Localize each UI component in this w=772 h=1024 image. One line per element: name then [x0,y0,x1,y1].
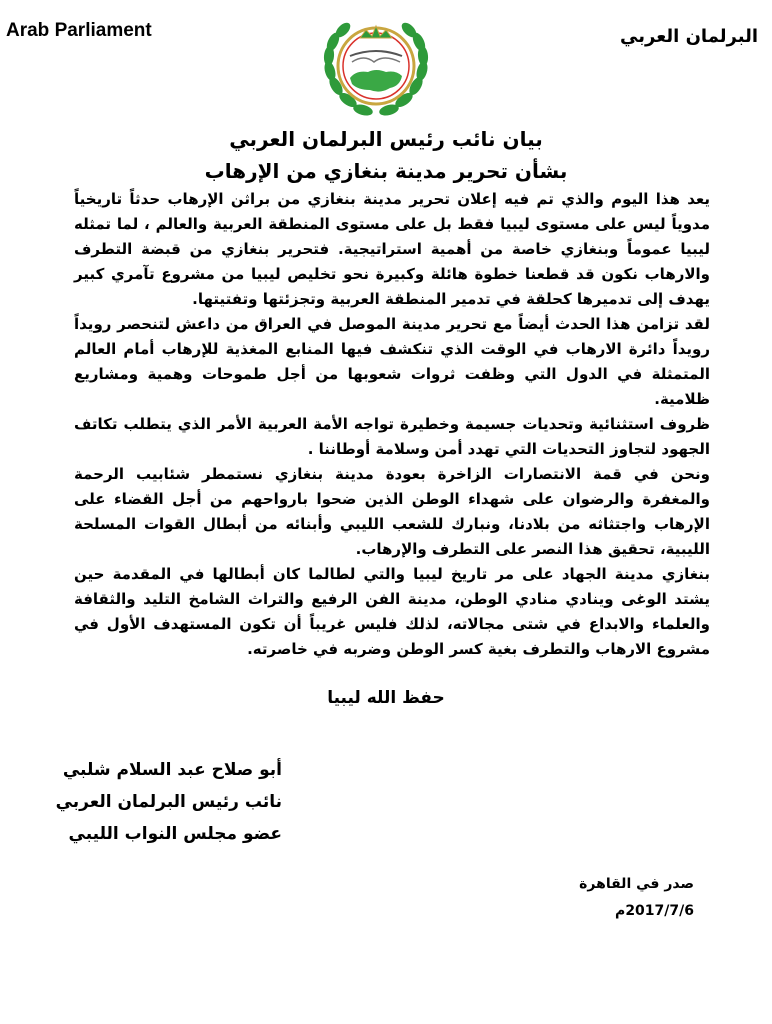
issued-date: 2017/7/6م [615,903,694,919]
closing-line: حفظ الله ليبيا [327,688,445,708]
emblem-graphic [316,16,436,122]
signatory-title: نائب رئيس البرلمان العربي [55,792,282,812]
body-paragraph: يعد هذا اليوم والذي تم فيه إعلان تحرير مدينة بنغازي من براثن الإرهاب حدثاً تاريخياً مدوياً ليس على مستوى ليبيا فقط بل على مستوى المنطقة العربية والعالم ، لما تمثله ليبيا عموماً وبنغازي خاصة من أهمية استراتيجية. فتحرير بنغازي من قبضة التطرف والارهاب نكون قد قطعنا خطوة هائلة وكبيرة نحو تخليص ليبيا من مشروع تآمري كبير يهدف إلى تدميرها كحلقة في تدمير المنطقة العربية وتجزئتها وتفتيتها. [74,190,710,308]
title-line-2: بشأن تحرير مدينة بنغازي من الإرهاب [204,159,568,183]
body-paragraph: ظروف استثنائية وتحديات جسيمة وخطيرة تواجه الأمة العربية الأمر الذي يتطلب تكاتف الجهود لتجاوز التحديات التي تهدد أمن وسلامة أوطاننا . [74,415,710,458]
issued-place: صدر في القاهرة [579,876,694,892]
body-paragraph: بنغازي مدينة الجهاد على مر تاريخ ليبيا والتي لطالما كان أبطالها في المقدمة حين يشتد الوغى وينادي منادي الوطن، مدينة الفن الرفيع والتراث الشامخ التليد والثقافة والعلماء والابداع في شتى مجالاته، لذلك فليس غريباً أن تكون المستهدف الأول في مشروع الارهاب والتطرف بغية كسر الوطن وضربه في خاصرته. [74,565,710,658]
statement-body [74,187,710,662]
arab-parliament-emblem-icon [316,16,436,122]
body-paragraph: لقد تزامن هذا الحدث أيضاً مع تحرير مدينة الموصل في العراق من داعش لتنحصر رويداً رويداً دائرة الارهاب في الوقت الذي تنكشف فيها المنابع المغذية للإرهاب أمام العالم المتمثلة في الدول التي وظفت ثروات شعوبها من أجل طموحات وهمية ومشاريع ظلامية. [74,315,710,408]
body-paragraph: ونحن في قمة الانتصارات الزاخرة بعودة مدينة بنغازي نستمطر شئابيب الرحمة والمغفرة والرضوان على شهداء الوطن الذين ضحوا بارواحهم من أجل القضاء على الإرهاب واجتثاثه من بلادنا، ونبارك للشعب الليبي وأبنائه من أبطال القوات المسلحة الليبية، تحقيق هذا النصر على التطرف والإرهاب. [74,465,710,558]
org-name-ar: البرلمان العربي [620,26,758,47]
signatory-role: عضو مجلس النواب الليبي [68,824,282,844]
title-line-1: بيان نائب رئيس البرلمان العربي [229,127,543,151]
signatory-name: أبو صلاح عبد السلام شلبي [62,760,282,780]
org-name-en: Arab Parliament [6,20,152,41]
